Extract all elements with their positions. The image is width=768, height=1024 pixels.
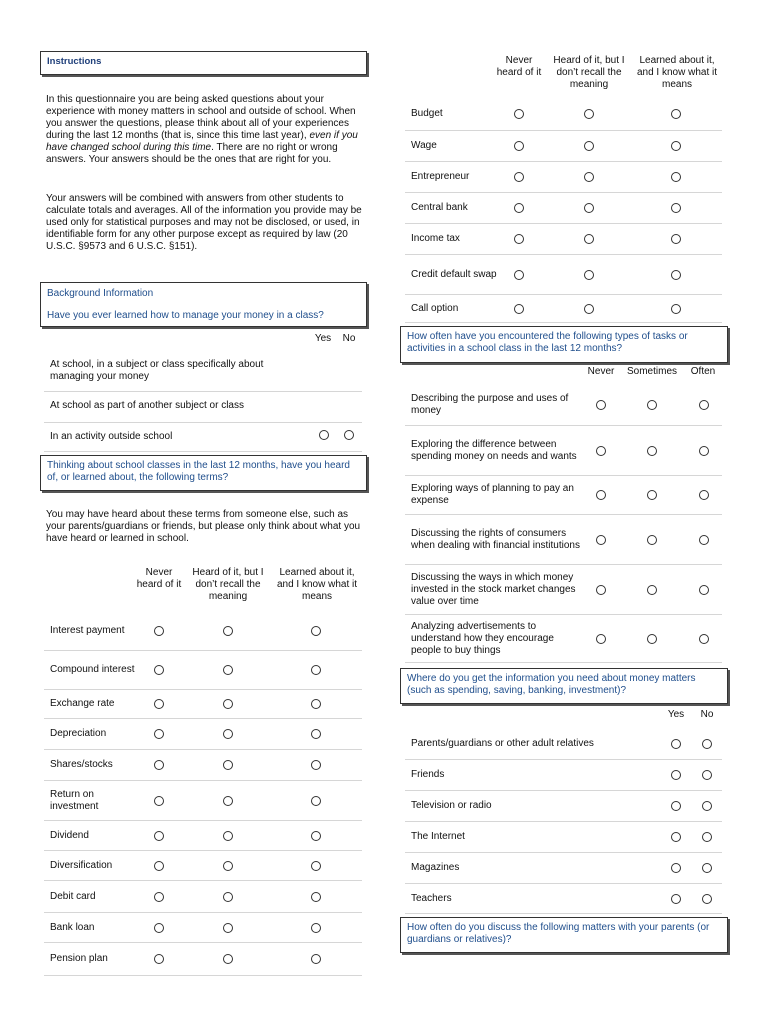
table-row: [405, 565, 722, 615]
never-heard-radio[interactable]: [154, 831, 164, 841]
row-label: Budget: [411, 108, 443, 119]
learned-know-radio[interactable]: [671, 234, 681, 244]
row-label: Interest payment: [50, 625, 125, 636]
yes-radio[interactable]: [671, 894, 681, 904]
never-heard-radio[interactable]: [514, 203, 524, 213]
instructions-paragraph-2: Your answers will be combined with answers from other students to calculate totals and averages. All of the information you provide may be used only for statistical purposes and may not be disclosed, or used, in identifiable form for any other purpose except as required by law (20 U.S.C. §9573 and 6 U.S.C. §151).: [46, 193, 362, 252]
heard-not-recall-radio[interactable]: [223, 665, 233, 675]
never-radio[interactable]: [596, 535, 606, 545]
background-col-yes: Yes: [314, 333, 332, 344]
row-label: Central bank: [411, 202, 468, 213]
never-radio[interactable]: [596, 585, 606, 595]
heard-not-recall-radio[interactable]: [223, 729, 233, 739]
learned-know-radio[interactable]: [311, 699, 321, 709]
never-radio[interactable]: [596, 634, 606, 644]
row-label: Entrepreneur: [411, 171, 470, 182]
often-radio[interactable]: [699, 400, 709, 410]
instructions-paragraph-1: [46, 94, 364, 166]
table-row: [44, 719, 362, 750]
never-heard-radio[interactable]: [154, 892, 164, 902]
tasks-col-sometimes: Sometimes: [626, 366, 677, 377]
row-label: Call option: [411, 302, 459, 314]
background-item-label: At school as part of another subject or class: [50, 400, 244, 411]
never-heard-radio[interactable]: [154, 729, 164, 739]
never-heard-radio[interactable]: [154, 954, 164, 964]
never-heard-radio[interactable]: [154, 923, 164, 933]
background-col-no: No: [342, 333, 356, 344]
heard-not-recall-radio[interactable]: [584, 172, 594, 182]
table-row: [405, 224, 722, 255]
yes-radio[interactable]: [671, 863, 681, 873]
row-label: Depreciation: [50, 728, 107, 739]
heard-not-recall-radio[interactable]: [584, 270, 594, 280]
no-radio[interactable]: [702, 832, 712, 842]
row-label: The Internet: [411, 831, 465, 842]
row-label: Magazines: [411, 862, 460, 873]
yes-radio[interactable]: [671, 832, 681, 842]
sometimes-radio[interactable]: [647, 585, 657, 595]
sometimes-radio[interactable]: [647, 400, 657, 410]
table-row: [44, 943, 362, 976]
row-label: Discussing the rights of consumers when dealing with financial institutions: [411, 527, 580, 551]
heard-not-recall-radio[interactable]: [223, 760, 233, 770]
instructions-text-italic: even if you have changed school during this time: [46, 130, 358, 153]
learned-know-radio[interactable]: [311, 626, 321, 636]
row-label: Credit default swap: [411, 268, 497, 280]
learned-know-radio[interactable]: [671, 270, 681, 280]
row-label: Debit card: [50, 890, 96, 902]
learned-know-radio[interactable]: [671, 304, 681, 314]
never-heard-radio[interactable]: [154, 861, 164, 871]
heard-not-recall-radio[interactable]: [223, 861, 233, 871]
often-radio[interactable]: [699, 490, 709, 500]
terms-col-learned-right: Learned about it, and I know what it means: [636, 55, 718, 90]
never-radio[interactable]: [596, 490, 606, 500]
heard-not-recall-radio[interactable]: [223, 699, 233, 709]
sources-question: Where do you get the information you need about money matters (such as spending, saving, banking, investment)?: [407, 673, 696, 696]
sources-col-yes: Yes: [667, 709, 685, 720]
table-row: [44, 750, 362, 781]
never-heard-radio[interactable]: [154, 760, 164, 770]
never-heard-radio[interactable]: [514, 141, 524, 151]
instructions-title: Instructions: [47, 56, 102, 67]
heard-not-recall-radio[interactable]: [584, 203, 594, 213]
sometimes-radio[interactable]: [647, 490, 657, 500]
learned-know-radio[interactable]: [671, 172, 681, 182]
row-label: Wage: [411, 140, 437, 151]
heard-not-recall-radio[interactable]: [584, 304, 594, 314]
row-label: Teachers: [411, 892, 452, 904]
no-radio[interactable]: [702, 770, 712, 780]
sometimes-radio[interactable]: [647, 446, 657, 456]
row-label: Exploring ways of planning to pay an expense: [411, 483, 574, 506]
never-heard-radio[interactable]: [154, 699, 164, 709]
never-heard-radio[interactable]: [154, 796, 164, 806]
learned-know-radio[interactable]: [311, 729, 321, 739]
table-row: [44, 881, 362, 913]
terms-col-never-right: Never heard of it: [496, 55, 542, 78]
row-label: Bank loan: [50, 921, 95, 933]
row-label: Dividend: [50, 829, 89, 841]
table-row: [405, 822, 722, 853]
background-row: [44, 392, 362, 423]
background-question-box: [40, 282, 367, 327]
never-heard-radio[interactable]: [514, 172, 524, 182]
table-row: [405, 98, 722, 131]
learned-know-radio[interactable]: [671, 203, 681, 213]
row-label: Parents/guardians or other adult relatives: [411, 737, 594, 749]
never-heard-radio[interactable]: [154, 665, 164, 675]
tasks-question: How often have you encountered the following types of tasks or activities in a school class in the last 12 months?: [407, 331, 688, 354]
yes-radio[interactable]: [671, 801, 681, 811]
row-label: Shares/stocks: [50, 759, 113, 770]
table-row: [405, 615, 722, 663]
learned-know-radio[interactable]: [311, 954, 321, 964]
terms-col-never: Never heard of it: [136, 567, 182, 590]
never-radio[interactable]: [596, 400, 606, 410]
table-row: [405, 131, 722, 162]
row-label: Diversification: [50, 859, 113, 871]
table-row: [405, 760, 722, 791]
learned-know-radio[interactable]: [671, 141, 681, 151]
table-row: [405, 853, 722, 884]
table-row: [405, 162, 722, 193]
terms-note: You may have heard about these terms from someone else, such as your parents/guardians or friends, but please only think about what you have heard or learned in school.: [46, 509, 361, 544]
sometimes-radio[interactable]: [647, 535, 657, 545]
background-item-label: At school, in a subject or class specifically about managing your money: [50, 359, 264, 382]
row-label: Analyzing advertisements to understand how they encourage people to buy things: [411, 620, 554, 656]
table-row: [44, 781, 362, 821]
heard-not-recall-radio[interactable]: [584, 141, 594, 151]
never-heard-radio[interactable]: [514, 270, 524, 280]
sources-question-box: [400, 668, 728, 704]
tasks-question-box: [400, 326, 728, 363]
no-radio[interactable]: [702, 863, 712, 873]
table-row: [44, 690, 362, 719]
no-radio[interactable]: [702, 894, 712, 904]
instructions-text-c: . There are no right or wrong answers. Your answers should be the ones that are right for you.: [46, 142, 338, 165]
table-row: [405, 728, 722, 760]
terms-col-learned: Learned about it, and I know what it means: [276, 567, 358, 602]
row-label: Describing the purpose and uses of money: [411, 393, 569, 416]
heard-not-recall-radio[interactable]: [223, 954, 233, 964]
table-row: [405, 884, 722, 914]
yes-radio[interactable]: [319, 430, 329, 440]
often-radio[interactable]: [699, 585, 709, 595]
table-row: [405, 255, 722, 295]
never-heard-radio[interactable]: [514, 234, 524, 244]
table-row: [405, 791, 722, 822]
no-radio[interactable]: [344, 430, 354, 440]
table-row: [44, 612, 362, 651]
yes-radio[interactable]: [671, 770, 681, 780]
row-label: Friends: [411, 769, 445, 780]
table-row: [405, 515, 722, 565]
never-heard-radio[interactable]: [154, 626, 164, 636]
often-radio[interactable]: [699, 535, 709, 545]
terms-question-box: [40, 455, 367, 491]
often-radio[interactable]: [699, 634, 709, 644]
background-row: [44, 353, 362, 392]
sources-col-no: No: [700, 709, 714, 720]
no-radio[interactable]: [702, 801, 712, 811]
instructions-heading: [40, 51, 367, 75]
yes-radio[interactable]: [671, 739, 681, 749]
learned-know-radio[interactable]: [311, 892, 321, 902]
table-row: [405, 476, 722, 515]
heard-not-recall-radio[interactable]: [223, 796, 233, 806]
discuss-question-box: [400, 917, 728, 953]
row-label: Income tax: [411, 233, 460, 244]
table-row: [44, 821, 362, 851]
terms-col-heard: Heard of it, but I don’t recall the meaning: [192, 567, 264, 602]
row-label: Discussing the ways in which money invested in the stock market changes value over time: [411, 571, 576, 607]
learned-know-radio[interactable]: [311, 665, 321, 675]
table-row: [44, 851, 362, 881]
heard-not-recall-radio[interactable]: [584, 234, 594, 244]
no-radio[interactable]: [702, 739, 712, 749]
learned-know-radio[interactable]: [311, 760, 321, 770]
often-radio[interactable]: [699, 446, 709, 456]
row-label: Television or radio: [411, 800, 492, 811]
heard-not-recall-radio[interactable]: [223, 892, 233, 902]
table-row: [405, 426, 722, 476]
background-item-label: In an activity outside school: [50, 431, 173, 442]
background-question: Have you ever learned how to manage your money in a class?: [47, 310, 324, 321]
learned-know-radio[interactable]: [311, 831, 321, 841]
background-row: [44, 423, 362, 452]
learned-know-radio[interactable]: [311, 861, 321, 871]
learned-know-radio[interactable]: [671, 109, 681, 119]
table-row: [405, 193, 722, 224]
learned-know-radio[interactable]: [311, 796, 321, 806]
never-heard-radio[interactable]: [514, 304, 524, 314]
heard-not-recall-radio[interactable]: [223, 831, 233, 841]
table-row: [44, 651, 362, 690]
table-row: [405, 295, 722, 323]
tasks-col-never: Never: [587, 366, 615, 377]
terms-col-heard-right: Heard of it, but I don’t recall the meaning: [553, 55, 625, 90]
row-label: Exchange rate: [50, 698, 115, 709]
row-label: Return on investment: [50, 788, 99, 812]
discuss-question: How often do you discuss the following matters with your parents (or guardians or relatives)?: [407, 922, 710, 945]
sometimes-radio[interactable]: [647, 634, 657, 644]
row-label: Compound interest: [50, 664, 135, 675]
table-row: [44, 913, 362, 943]
never-radio[interactable]: [596, 446, 606, 456]
learned-know-radio[interactable]: [311, 923, 321, 933]
heard-not-recall-radio[interactable]: [223, 626, 233, 636]
heard-not-recall-radio[interactable]: [223, 923, 233, 933]
terms-question: Thinking about school classes in the last 12 months, have you heard of, or learned about, the following terms?: [47, 460, 350, 483]
row-label: Pension plan: [50, 953, 108, 964]
table-row: [405, 385, 722, 426]
background-heading: Background Information: [47, 288, 154, 299]
instructions-text-a: In this questionnaire you are being asked questions about your experience with money matters in school and outside of school. When you answer the questions, please think about all of your experiences during the last 12 months (that is, since this time last year),: [46, 94, 356, 141]
never-heard-radio[interactable]: [514, 109, 524, 119]
row-label: Exploring the difference between spending money on needs and wants: [411, 438, 577, 462]
tasks-col-often: Often: [690, 366, 716, 377]
heard-not-recall-radio[interactable]: [584, 109, 594, 119]
